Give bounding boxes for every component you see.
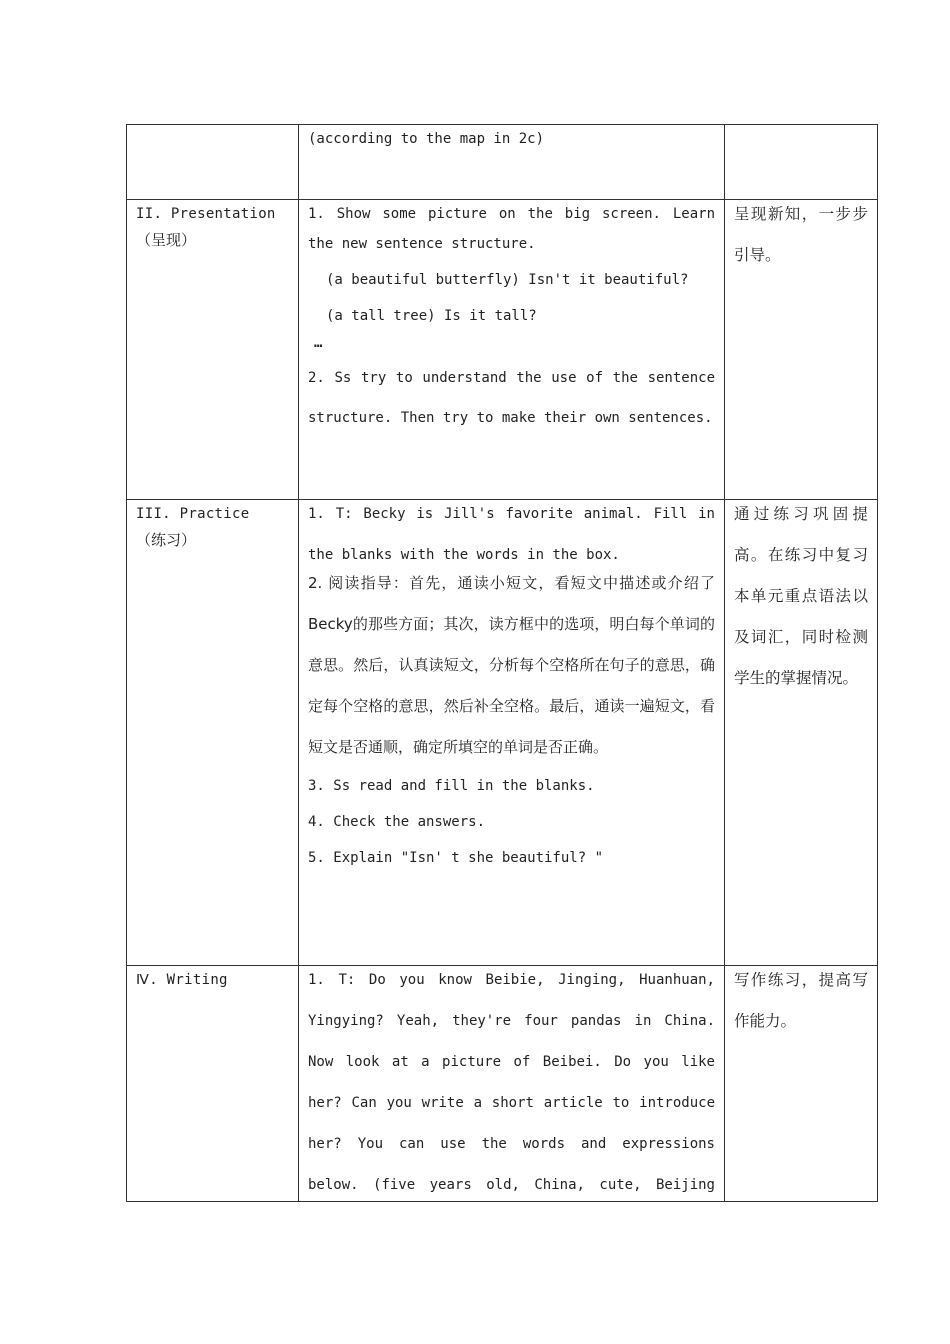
stage-cell [127, 200, 299, 500]
note-text: 呈现新知，一步步引导。 [734, 205, 868, 264]
stage-cell [127, 500, 299, 966]
table-row [127, 125, 878, 200]
content-line: her? You can use the words and expressions [308, 1136, 715, 1152]
content-cell [299, 125, 725, 200]
note-text: 写作练习，提高写作能力。 [734, 971, 868, 1030]
content-line: 3. Ss read and fill in the blanks. [308, 778, 595, 794]
content-line: (according to the map in 2c) [308, 131, 545, 147]
content-line: Now look at a picture of Beibei. Do you like [308, 1054, 715, 1070]
content-paragraph: 2. 阅读指导：首先，通读小短文，看短文中描述或介绍了Becky的那些方面；其次，读方框中的选项，明白每个单词的意思。然后，认真读短文，分析每个空格所在句子的意思，确定每个空格的意思，然后补全空格。最后，通读一遍短文，看短文是否通顺，确定所填空的单词是否正确。 [308, 574, 715, 756]
content-line: (a beautiful butterfly) Isn't it beautiful? [326, 272, 689, 288]
note-cell [725, 125, 878, 200]
note-cell [725, 966, 878, 1202]
content-line: … [314, 335, 323, 351]
note-cell [725, 500, 878, 966]
content-line: 5. Explain "Isn' t she beautiful? " [308, 850, 604, 866]
note-text: 通过练习巩固提高。在练习中复习本单元重点语法以及词汇，同时检测学生的掌握情况。 [734, 505, 868, 687]
stage-title: Ⅳ. Writing [136, 972, 228, 988]
content-line: below. (five years old, China, cute, Beijing [308, 1177, 715, 1193]
stage-cell [127, 125, 299, 200]
content-line: Yingying? Yeah, they're four pandas in China. [308, 1013, 715, 1029]
stage-title: II. Presentation [136, 206, 276, 222]
content-line: 2. Ss try to understand the use of the sentence [308, 370, 715, 386]
stage-title-cn: （呈现） [136, 231, 197, 249]
stage-cell [127, 966, 299, 1202]
note-cell [725, 200, 878, 500]
content-line: the blanks with the words in the box. [308, 547, 620, 563]
content-cell [299, 966, 725, 1202]
table-row [127, 966, 878, 1202]
stage-title: III. Practice [136, 506, 250, 522]
lesson-plan-table [126, 124, 878, 1202]
content-line: 1. T: Do you know Beibie, Jinging, Huanhuan, [308, 972, 715, 988]
table-row [127, 200, 878, 500]
stage-title-cn: （练习） [136, 531, 197, 549]
content-line: (a tall tree) Is it tall? [326, 308, 537, 324]
content-line: 1. T: Becky is Jill's favorite animal. Fill in [308, 506, 715, 522]
content-line: structure. Then try to make their own sentences. [308, 410, 713, 426]
content-line: the new sentence structure. [308, 236, 536, 252]
content-cell [299, 200, 725, 500]
content-cell [299, 500, 725, 966]
content-line: her? Can you write a short article to introduce [308, 1095, 715, 1111]
table-row [127, 500, 878, 966]
content-line: 1. Show some picture on the big screen. Learn [308, 206, 715, 222]
content-line: 4. Check the answers. [308, 814, 486, 830]
